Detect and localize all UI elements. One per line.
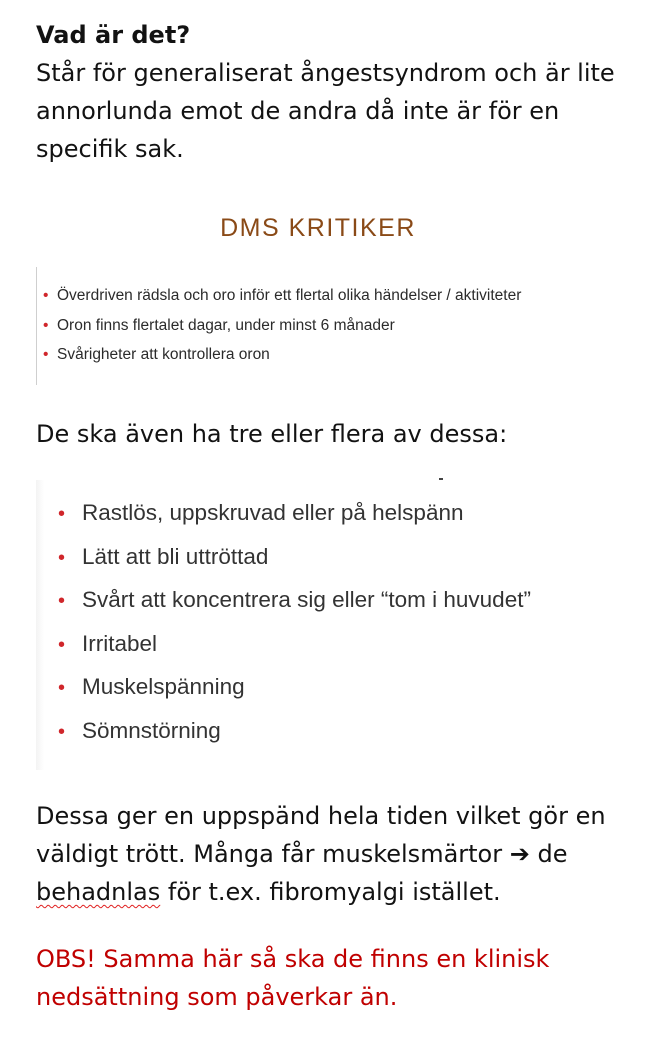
bullet-icon: • [58, 503, 66, 525]
effects-text: Dessa ger en uppspänd hela tiden vilket gör en väldigt trött. Många får muskelsmärtor [36, 802, 606, 868]
list-item [58, 666, 596, 710]
obs-note: OBS! Samma här så ska de finns en klinisk nedsättning som påverkar än. [36, 945, 550, 1011]
bullet-icon: • [58, 677, 66, 699]
list-item-text: Svårt att koncentrera sig eller “tom i huvudet” [82, 587, 531, 612]
symptoms-list [36, 480, 596, 753]
dms-criteria-slide [36, 267, 597, 385]
bullet-icon: • [58, 546, 66, 569]
dms-title: DMS KRITIKER [220, 214, 416, 242]
bullet-icon: • [58, 633, 66, 656]
criteria-intro: De ska även ha tre eller flera av dessa: [36, 420, 508, 448]
effects-paragraph [36, 797, 626, 911]
list-item [58, 492, 596, 536]
bullet-icon: • [43, 316, 49, 334]
list-item [58, 579, 596, 623]
arrow-icon: ➔ [509, 840, 530, 868]
dms-criteria-list [37, 267, 597, 370]
symptoms-slide [36, 480, 596, 770]
list-item [43, 311, 597, 341]
list-item-text: Överdriven rädsla och oro inför ett flertal olika händelser / aktiviteter [57, 287, 522, 304]
bullet-icon: • [58, 720, 66, 743]
bullet-icon: • [43, 346, 49, 363]
list-item-text: Sömnstörning [82, 717, 221, 743]
list-item-text: Irritabel [82, 630, 158, 656]
list-item-text: Lätt att bli uttröttad [82, 543, 269, 569]
list-item [58, 710, 596, 754]
intro-section [36, 16, 626, 168]
list-item-text: Muskelspänning [82, 674, 245, 699]
list-item [43, 340, 597, 370]
list-item [58, 536, 596, 580]
misspelled-word[interactable]: behadnlas [36, 878, 161, 906]
intro-heading: Vad är det? [36, 21, 191, 49]
intro-body: Står för generaliserat ångestsyndrom och är lite annorlunda emot de andra då inte är för en specifik sak. [36, 59, 615, 163]
list-item [58, 623, 596, 667]
list-item-text: Rastlös, uppskruvad eller på helspänn [82, 500, 464, 525]
effects-text-end: för t.ex. fibromyalgi istället. [167, 878, 501, 906]
list-item [43, 281, 597, 311]
bullet-icon: • [58, 590, 66, 612]
list-item-text: Oron finns flertalet dagar, under minst 6 månader [57, 316, 395, 334]
list-item-text: Svårigheter att kontrollera oron [57, 346, 270, 363]
effects-text-continued: de [537, 840, 568, 868]
slide-mark [439, 478, 443, 480]
bullet-icon: • [43, 287, 49, 304]
